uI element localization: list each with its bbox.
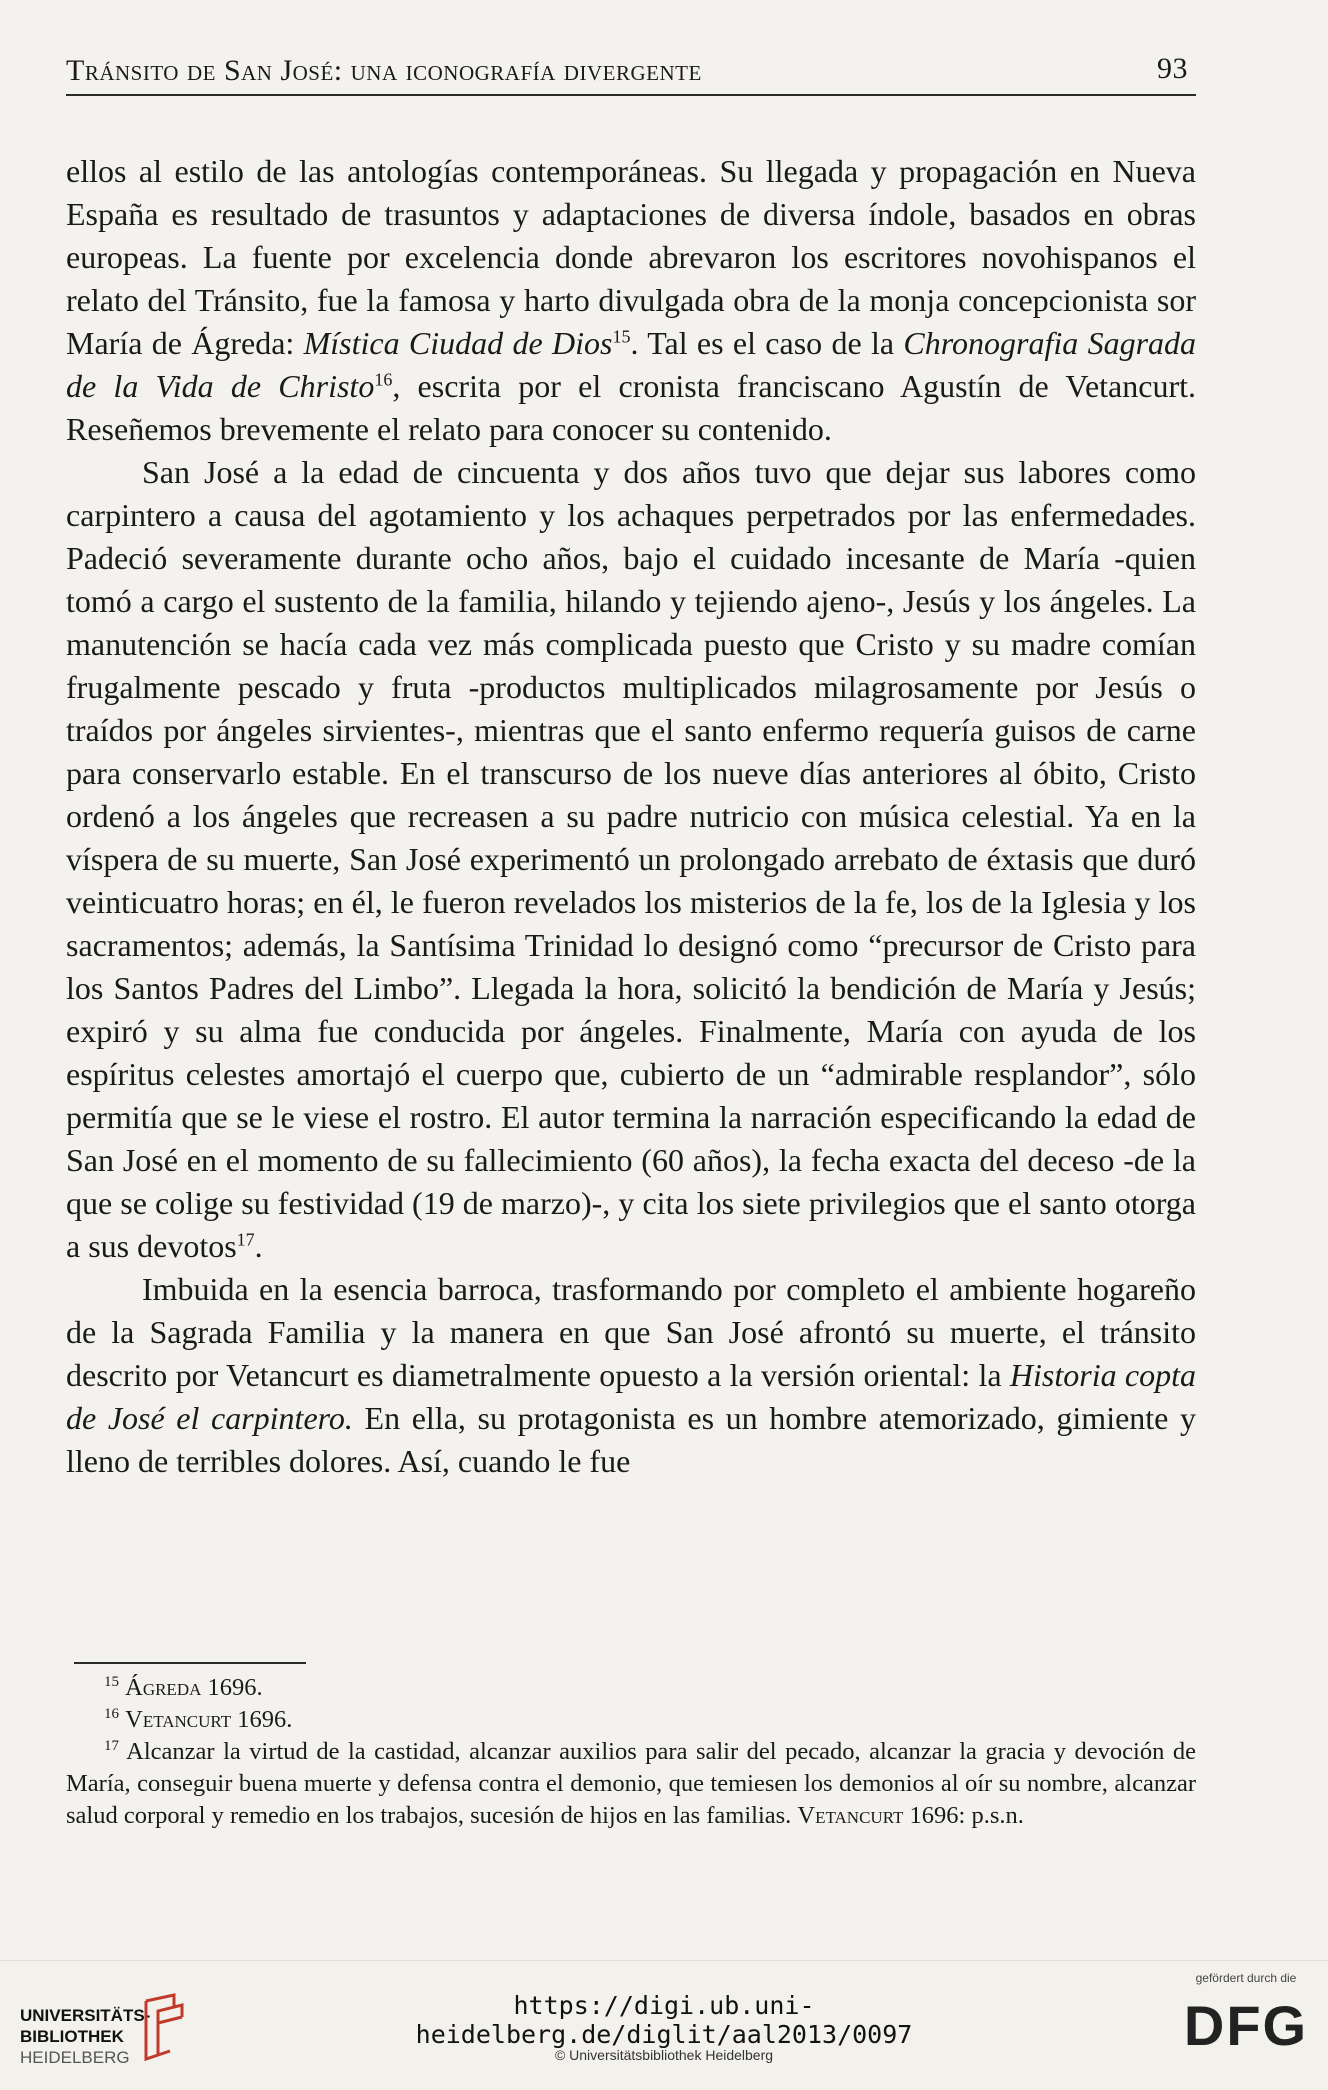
footnote-number: 15 bbox=[104, 1673, 119, 1690]
footnote-number: 17 bbox=[104, 1737, 119, 1754]
text-run: San José a la edad de cincuenta y dos años tuvo que dejar sus labores como carpintero a causa del agotamiento y los achaques perpetrados por las enfermedades. Padeció severamente durante ocho años, bajo el cuidado incesante de María -quien tomó a cargo el sustento de la familia, hilando y tejiendo ajeno-, Jesús y los ángeles. La manutención se hacía cada vez más complicada puesto que Cristo y su madre comían frugalmente pescado y fruta -productos multiplicados milagrosamente por Jesús o traídos por ángeles sirvientes-, mientras que el santo enfermo requería guisos de carne para conservarlo estable. En el transcurso de los nueve días anteriores al óbito, Cristo ordenó a los ángeles que recreasen a su padre nutricio con música celestial. Ya en la víspera de su muerte, San José experimentó un prolongado arrebato de éxtasis que duró veinticuatro horas; en él, le fueron revelados los misterios de la fe, los de la Iglesia y los sacramentos; además, la Santísima Trinidad lo designó como “precursor de Cristo para los Santos Padres del Limbo”. Llegada la hora, solicitó la bendición de María y Jesús; expiró y su alma fue conducida por ángeles. Finalmente, María con ayuda de los espíritus celestes amortajó el cuerpo que, cubierto de un “admirable resplandor”, sólo permitía que se le viese el rostro. El autor termina la narración especificando la edad de San José en el momento de su fallecimiento (60 años), la fecha exacta del deceso -de la que se colige su festividad (19 de marzo)-, y cita los siete privilegios que el santo otorga a sus devotos bbox=[66, 454, 1196, 1264]
library-name-line: BIBLIOTHEK bbox=[20, 2027, 124, 2046]
footnote-text: 1696: p.s.n. bbox=[903, 1802, 1024, 1829]
text-run: , escrita por el cronista franciscano Agustín de Vetancurt. Reseñemos brevemente el relato para conocer su contenido. bbox=[66, 368, 1197, 447]
running-title: Tránsito de San José: una iconografía divergente bbox=[66, 54, 702, 87]
footnote-number: 16 bbox=[104, 1705, 119, 1722]
library-logo[interactable] bbox=[20, 1993, 200, 2073]
text-run: . Tal es el caso de la bbox=[630, 325, 904, 361]
footnote-17 bbox=[66, 1736, 1196, 1832]
paragraph-2 bbox=[66, 451, 1196, 1268]
footnote-author: Ágreda bbox=[125, 1674, 202, 1701]
footnote-author: Vetancurt bbox=[125, 1706, 232, 1733]
viewer-footer bbox=[0, 1960, 1328, 2090]
footnote-15 bbox=[66, 1672, 1196, 1704]
text-run: En ella, su protagonista es un hombre atemorizado, gimiente y lleno de terribles dolores. Así, cuando le fue bbox=[66, 1400, 1197, 1479]
funded-by-label: gefördert durch die bbox=[1195, 1971, 1297, 1985]
text-run: ellos al estilo de las antologías contemporáneas. Su llegada y propagación en Nueva España es resultado de trasuntos y adaptaciones de diversa índole, basados en obras europeas. La fuente por excelencia donde abrevaron los escritores novohispanos el relato del Tránsito, fue la famosa y harto divulgada obra de la monja concepcionista sor María de Ágreda: bbox=[66, 153, 1196, 361]
text-run: . bbox=[254, 1228, 263, 1264]
footnote-author: Vetancurt bbox=[797, 1802, 904, 1829]
library-name bbox=[20, 2005, 150, 2068]
body-text bbox=[66, 150, 1196, 1483]
footnote-ref: 16 bbox=[374, 369, 393, 390]
footnotes bbox=[66, 1672, 1196, 1832]
paragraph-1 bbox=[66, 150, 1196, 451]
book-title: Chronografia Sagrada de la Vida de Christo bbox=[66, 325, 1197, 404]
footnote-text: 1696. bbox=[201, 1674, 263, 1701]
footnote-text: 1696. bbox=[231, 1706, 293, 1733]
dfg-wordmark: DFG bbox=[1183, 1994, 1309, 2057]
book-title: Historia copta de José el carpintero. bbox=[66, 1357, 1197, 1436]
footnote-text: Alcanzar la virtud de la castidad, alcanzar auxilios para salir del pecado, alcanzar la gracia y devoción de María, conseguir buena muerte y defensa contra el demonio, que temiesen los demonios al oír su nombre, alcanzar salud corporal y remedio en los trabajos, sucesión de hijos en las familias. bbox=[66, 1738, 1196, 1829]
permalink-url[interactable]: https://digi.ub.uni-heidelberg.de/diglit/aal2013/0097 bbox=[415, 1991, 913, 2049]
page-number: 93 bbox=[1157, 52, 1188, 85]
text-run: Imbuida en la esencia barroca, trasformando por completo el ambiente hogareño de la Sagrada Familia y la manera en que San José afrontó su muerte, el tránsito descrito por Vetancurt es diametralmente opuesto a la versión oriental: la bbox=[66, 1271, 1196, 1393]
footnote-16 bbox=[66, 1704, 1196, 1736]
book-title: Mística Ciudad de Dios bbox=[303, 325, 613, 361]
dfg-logo[interactable] bbox=[1176, 1971, 1316, 2081]
paragraph-3 bbox=[66, 1268, 1196, 1483]
footnote-ref: 15 bbox=[612, 326, 631, 347]
library-name-line: UNIVERSITÄTS- bbox=[20, 2006, 151, 2025]
copyright-notice: © Universitätsbibliothek Heidelberg bbox=[554, 2047, 774, 2063]
footnote-ref: 17 bbox=[236, 1229, 255, 1250]
library-mark-icon bbox=[138, 1993, 190, 2065]
footnote-divider bbox=[74, 1662, 306, 1664]
running-head bbox=[66, 52, 1196, 96]
library-name-line: HEIDELBERG bbox=[20, 2048, 130, 2067]
